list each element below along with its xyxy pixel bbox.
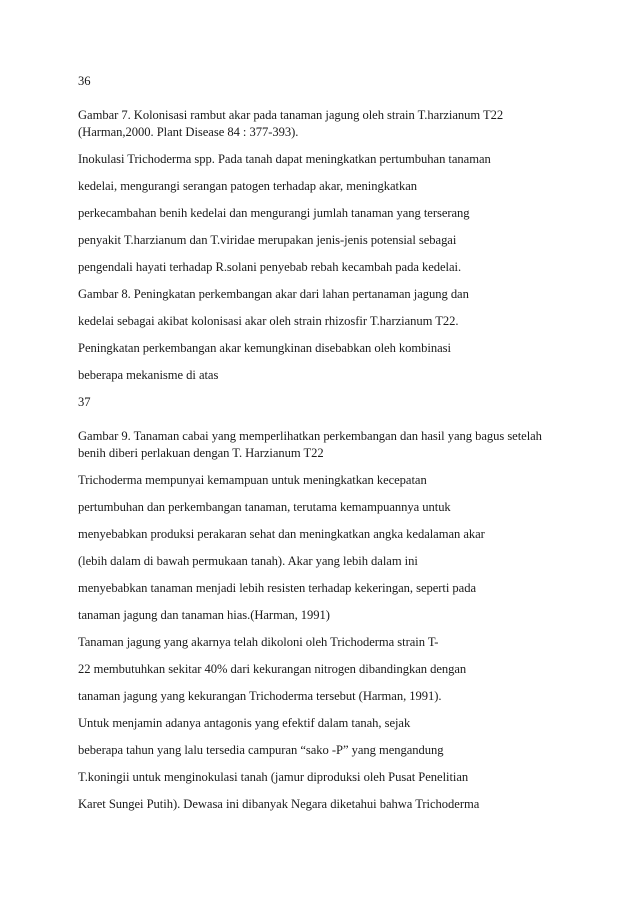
body-text-line: Tanaman jagung yang akarnya telah dikoloni oleh Trichoderma strain T- bbox=[78, 635, 439, 649]
body-text-line: pengendali hayati terhadap R.solani penyebab rebah kecambah pada kedelai. bbox=[78, 260, 462, 274]
body-text-line: (lebih dalam di bawah permukaan tanah). Akar yang lebih dalam ini bbox=[78, 554, 418, 568]
figure-9-caption-line-1: Gambar 9. Tanaman cabai yang memperlihatkan perkembangan dan hasil yang bagus setelah bbox=[78, 429, 542, 443]
body-text-line: Karet Sungei Putih). Dewasa ini dibanyak Negara diketahui bahwa Trichoderma bbox=[78, 797, 480, 811]
body-text-line: menyebabkan tanaman menjadi lebih resisten terhadap kekeringan, seperti pada bbox=[78, 581, 476, 595]
page-number-37: 37 bbox=[78, 395, 91, 409]
body-text-line: perkecambahan benih kedelai dan mengurangi jumlah tanaman yang terserang bbox=[78, 206, 470, 220]
body-text-line: tanaman jagung dan tanaman hias.(Harman, 1991) bbox=[78, 608, 330, 622]
body-text-line: kedelai, mengurangi serangan patogen terhadap akar, meningkatkan bbox=[78, 179, 417, 193]
figure-8-caption-line-1: Gambar 8. Peningkatan perkembangan akar dari lahan pertanaman jagung dan bbox=[78, 287, 469, 301]
body-text-line: beberapa tahun yang lalu tersedia campuran “sako -P” yang mengandung bbox=[78, 743, 444, 757]
body-text-line: Peningkatan perkembangan akar kemungkinan disebabkan oleh kombinasi bbox=[78, 341, 451, 355]
figure-9-caption-line-2: benih diberi perlakuan dengan T. Harzianum T22 bbox=[78, 446, 324, 460]
figure-7-caption-line-2: (Harman,2000. Plant Disease 84 : 377-393). bbox=[78, 125, 299, 139]
body-text-line: penyakit T.harzianum dan T.viridae merupakan jenis-jenis potensial sebagai bbox=[78, 233, 457, 247]
page-number-36: 36 bbox=[78, 74, 91, 88]
body-text-line: pertumbuhan dan perkembangan tanaman, terutama kemampuannya untuk bbox=[78, 500, 451, 514]
figure-8-caption-line-2: kedelai sebagai akibat kolonisasi akar oleh strain rhizosfir T.harzianum T22. bbox=[78, 314, 459, 328]
body-text-line: Trichoderma mempunyai kemampuan untuk meningkatkan kecepatan bbox=[78, 473, 427, 487]
body-text-line: tanaman jagung yang kekurangan Trichoderma tersebut (Harman, 1991). bbox=[78, 689, 442, 703]
body-text-line: Inokulasi Trichoderma spp. Pada tanah dapat meningkatkan pertumbuhan tanaman bbox=[78, 152, 491, 166]
body-text-line: beberapa mekanisme di atas bbox=[78, 368, 219, 382]
body-text-line: 22 membutuhkan sekitar 40% dari kekurangan nitrogen dibandingkan dengan bbox=[78, 662, 467, 676]
body-text-line: Untuk menjamin adanya antagonis yang efektif dalam tanah, sejak bbox=[78, 716, 411, 730]
figure-7-caption-line-1: Gambar 7. Kolonisasi rambut akar pada tanaman jagung oleh strain T.harzianum T22 bbox=[78, 108, 504, 122]
body-text-line: T.koningii untuk menginokulasi tanah (jamur diproduksi oleh Pusat Penelitian bbox=[78, 770, 469, 784]
body-text-line: menyebabkan produksi perakaran sehat dan meningkatkan angka kedalaman akar bbox=[78, 527, 485, 541]
